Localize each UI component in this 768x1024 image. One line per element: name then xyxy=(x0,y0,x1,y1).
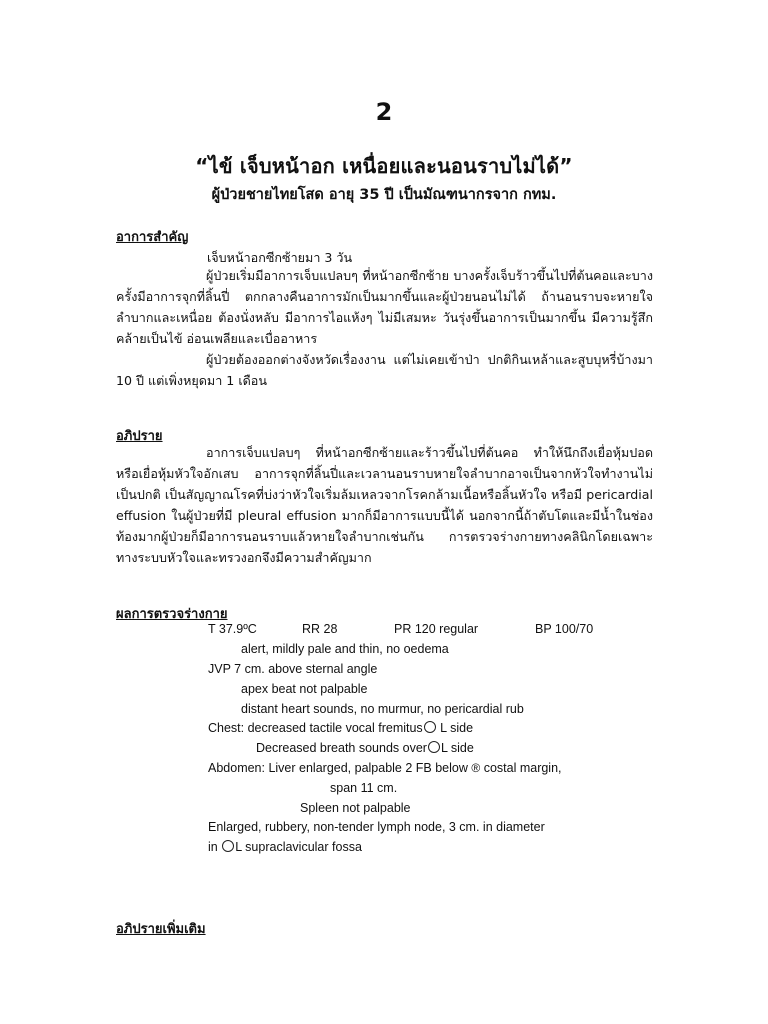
chest-fremitus-side: L side xyxy=(440,721,474,735)
right-marker-icon: ® xyxy=(471,761,481,775)
vital-respiratory-rate: RR 28 xyxy=(302,622,338,636)
discussion-heading: อภิปราย xyxy=(116,429,163,444)
further-discussion-heading: อภิปรายเพิ่มเติม xyxy=(116,922,206,937)
circle-marker-icon xyxy=(222,840,234,852)
exam-spleen: Spleen not palpable xyxy=(300,801,411,815)
discussion-paragraph: อาการเจ็บแปลบๆ ที่หน้าอกซีกซ้ายและร้าวขึ้นไปที่ต้นคอ ทำให้นึกถึงเยื่อหุ้มปอดหรือเยื่อหุ้มหัวใจอักเสบ อาการจุกที่ลิ้นปี่และเวลานอนราบหายใจลำบากอาจเป็นจากหัวใจทำงานไม่เป็นปกติ เป็นสัญญาณโรคที่บ่งว่าหัวใจเริ่มล้มเหลวจากโรคกล้ามเนื้อหรือลิ้นหัวใจ หรือมี pericardial effusion ในผู้ป่วยที่มี pleural effusion มากก็มีอาการแบบนี้ได้ นอกจากนี้ถ้าตับโตและมีน้ำในช่องท้องมากผู้ป่วยก็มีอาการนอนราบแล้วหายใจลำบากเช่นกัน การตรวจร่างกายทางคลินิกโดยเฉพาะทางระบบหัวใจและทรวงอกจึงมีความสำคัญมาก xyxy=(116,445,653,565)
exam-liver-span: span 11 cm. xyxy=(330,781,398,795)
chest-fremitus-text: Chest: decreased tactile vocal fremitus xyxy=(208,721,423,735)
vital-blood-pressure: BP 100/70 xyxy=(535,622,594,636)
history-paragraph-1: ผู้ป่วยเริ่มมีอาการเจ็บแปลบๆ ที่หน้าอกซีกซ้าย บางครั้งเจ็บร้าวขึ้นไปที่ต้นคอและบางครั้งมีอาการจุกที่ลิ้นปี่ ตกกลางคืนอาการมักเป็นมากขึ้นและผู้ป่วยนอนไม่ได้ ถ้านอนราบจะหายใจลำบากและเหนื่อย ต้องนั่งหลับ มีอาการไอแห้งๆ ไม่มีเสมหะ วันรุ่งขึ้นอาการเป็นมากขึ้น มีความรู้สึกคล้ายเป็นไข้ อ่อนเพลียและเบื่ออาหาร xyxy=(116,268,653,346)
exam-breath-sounds xyxy=(256,741,474,755)
exam-general: alert, mildly pale and thin, no oedema xyxy=(241,642,449,656)
exam-lymph-node: Enlarged, rubbery, non-tender lymph node, 3 cm. in diameter xyxy=(208,820,545,834)
lymph-in: in xyxy=(208,840,218,854)
abdomen-costal: costal margin, xyxy=(483,761,562,775)
lymph-fossa: L supraclavicular fossa xyxy=(235,840,362,854)
case-title: “ไข้ เจ็บหน้าอก เหนื่อยและนอนราบไม่ได้” xyxy=(195,154,573,178)
history-paragraph-2: ผู้ป่วยต้องออกต่างจังหวัดเรื่องงาน แต่ไม่เคยเข้าป่า ปกติกินเหล้าและสูบบุหรี่บ้างมา 10 ปี แต่เพิ่งหยุดมา 1 เดือน xyxy=(116,352,653,388)
chief-complaint-line: เจ็บหน้าอกซีกซ้ายมา 3 วัน xyxy=(207,250,353,265)
case-subtitle: ผู้ป่วยชายไทยโสด อายุ 35 ปี เป็นมัณฑนากรจาก กทม. xyxy=(211,187,557,203)
exam-heart-sounds: distant heart sounds, no murmur, no pericardial rub xyxy=(241,702,524,716)
exam-jvp: JVP 7 cm. above sternal angle xyxy=(208,662,378,676)
chapter-number: 2 xyxy=(375,98,393,126)
abdomen-text: Abdomen: Liver enlarged, palpable 2 FB below xyxy=(208,761,468,775)
circle-marker-icon xyxy=(424,721,436,733)
breath-sounds-text: Decreased breath sounds over xyxy=(256,741,427,755)
vital-temperature: T 37.9ºC xyxy=(208,622,257,636)
exam-chest-fremitus xyxy=(208,721,473,735)
exam-lymph-location xyxy=(208,840,362,854)
physical-exam-heading: ผลการตรวจร่างกาย xyxy=(116,607,228,622)
vital-pulse-rate: PR 120 regular xyxy=(394,622,479,636)
circle-marker-icon xyxy=(428,741,440,753)
exam-apex: apex beat not palpable xyxy=(241,682,368,696)
breath-sounds-side: L side xyxy=(440,741,474,755)
exam-abdomen xyxy=(208,761,562,775)
chief-complaint-heading: อาการสำคัญ xyxy=(116,230,189,245)
